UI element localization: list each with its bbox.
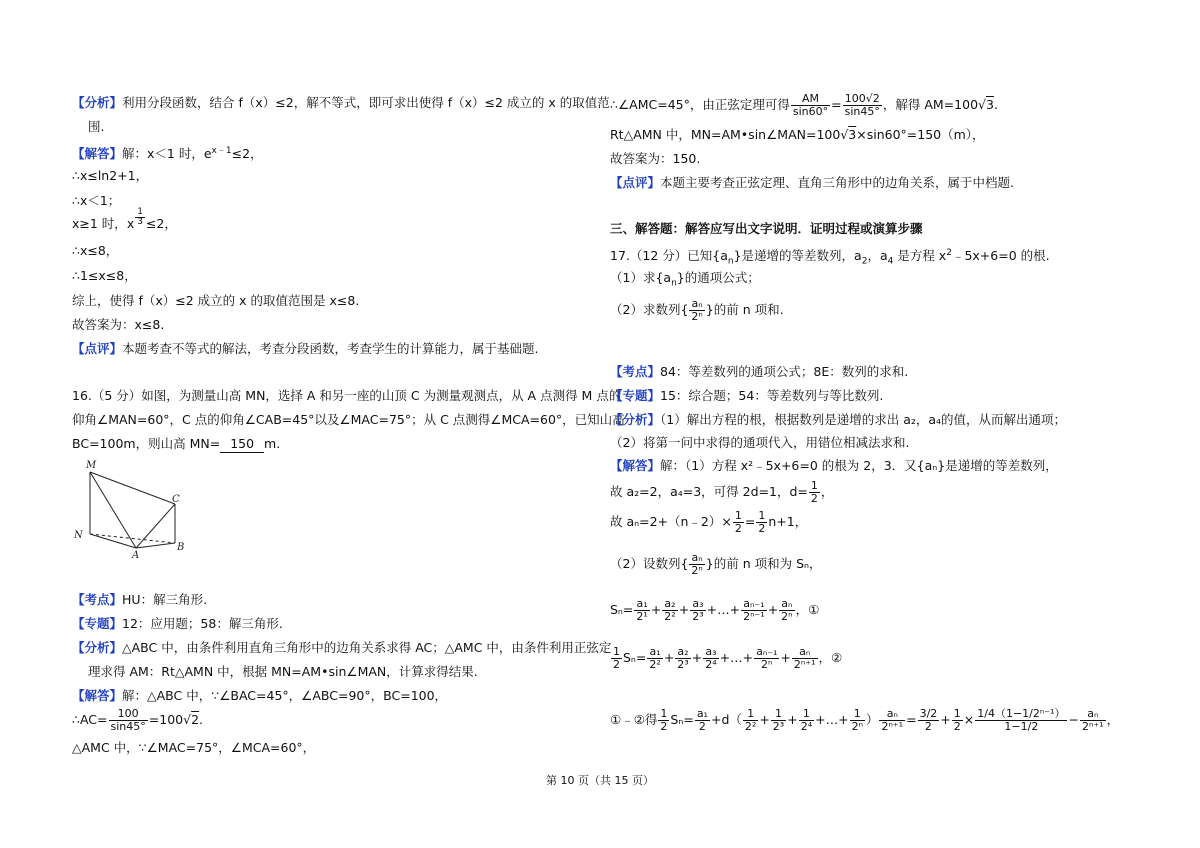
text-line: （1）求$\{a_n\}$的通项公式； bbox=[610, 270, 760, 289]
topic-line bbox=[72, 616, 283, 632]
text: HU：解三角形. bbox=[122, 592, 208, 607]
text: 故答案为：x≤8. bbox=[72, 317, 165, 332]
tag-analysis: 【分析】 bbox=[610, 412, 661, 427]
page-footer: 第 10 页（共 15 页） bbox=[546, 774, 654, 787]
solution-line: 【解答】解：（1）方程 x²﹣5x+6=0 的根为 2，3．又{aₙ}是递增的等差数列， bbox=[610, 458, 1058, 473]
text: ≤2， bbox=[145, 216, 177, 231]
text: m. bbox=[264, 436, 281, 451]
label-M: M bbox=[86, 460, 97, 471]
text-line: （2）求数列{ $\frac{\text{aₙ}}{\text{2ⁿ}}$ }的前 n 项和. bbox=[610, 297, 784, 323]
text: ∴AC= bbox=[72, 712, 108, 727]
tag-keypoint: 【考点】 bbox=[72, 592, 123, 607]
text: ≤2， bbox=[231, 146, 263, 162]
label-N: N bbox=[74, 530, 83, 541]
text: 围. bbox=[88, 119, 105, 134]
tag-comment: 【点评】 bbox=[610, 175, 661, 190]
solution-line bbox=[72, 143, 263, 162]
text-line bbox=[72, 193, 120, 209]
analysis-line bbox=[72, 95, 610, 111]
text: ∴x≤8， bbox=[72, 243, 119, 258]
analysis-line: 【分析】（1）解出方程的根，根据数列是递增的求出 a₂，a₄的值，从而解出通项； bbox=[610, 412, 1067, 427]
question-17-line: 17.（12 分）已知$\{a_n\}$是递增的等差数列，$a_2$，$a_4$ 是方程 $x^2﹣5x+6=0$ 的根. bbox=[610, 248, 1050, 267]
text: 利用分段函数，结合 f（x）≤2，解不等式，即可求出使得 f（x）≤2 成立的 x 的取值范 bbox=[122, 95, 610, 110]
text-line bbox=[72, 293, 359, 309]
fraction: $\frac{\text{aₙ}}{\text{2ⁿ}}$ bbox=[691, 297, 703, 323]
text-line: ∴∠AMC=45°，由正弦定理可得 $\frac{AM}{\sin 60^\circ}$ = $\frac{100√2}{\sin 45^\circ}$ ，解得 AM=100√3. bbox=[610, 92, 998, 118]
text: 解：x＜1 时，e bbox=[122, 146, 212, 162]
text-line bbox=[72, 119, 104, 135]
text-line bbox=[72, 412, 625, 428]
text: △ABC 中，由条件利用直角三角形中的边角关系求得 AC；△AMC 中，由条件利用正弦定 bbox=[122, 640, 612, 655]
tag-comment: 【点评】 bbox=[72, 341, 123, 356]
text: ∴x≤ln2+1， bbox=[72, 168, 149, 183]
text: BC=100m，则山高 MN= bbox=[72, 436, 221, 451]
text-line bbox=[72, 436, 280, 453]
fraction: $\frac{100}{\sin 45^\circ}$ bbox=[110, 707, 146, 733]
text: ∴x＜1； bbox=[72, 193, 121, 208]
text: 12：应用题；58：解三角形. bbox=[122, 616, 283, 631]
exponent: x﹣1 bbox=[211, 146, 232, 156]
question-16-line bbox=[72, 388, 621, 404]
text-line: （2）设数列{ $\frac{\text{aₙ}}{\text{2ⁿ}}$ }的前 n 项和为 Sₙ， bbox=[610, 551, 822, 577]
text-line bbox=[72, 168, 148, 184]
triangle-figure bbox=[72, 458, 202, 558]
text-line bbox=[72, 268, 137, 284]
fraction: $\frac{1}{2}$ bbox=[810, 479, 818, 505]
tag-analysis: 【分析】 bbox=[72, 95, 123, 110]
text: 16.（5 分）如图，为测量山高 MN，选择 A 和另一座的山顶 C 为测量观测点，从 A 点测得 M 点的 bbox=[72, 388, 622, 403]
tag-solution: 【解答】 bbox=[72, 688, 123, 703]
label-C: C bbox=[172, 494, 180, 505]
equation-3: ①﹣②得 $\frac{1}{2}$ Sₙ= $\frac{\text{a₁}}{2}$ +d（ $\frac{1}{\text{2²}}$ + $\frac{1}{\text{2³}}$ + $\frac{1}{\text{2⁴}}$ +…+ $\frac{1}{\text{2ⁿ}}$ ） $\frac{\text{aₙ}}{\text{2ⁿ⁺¹}}$ = $\frac{3/2}{2}$ + $\frac{1}{2}$ × $\frac{\text{1/4（1−1/2ⁿ⁻¹）}}{1-1/2}$ − $\frac{\text{aₙ}}{\text{2ⁿ⁺¹}}$ ， bbox=[610, 707, 1120, 733]
text: 仰角∠MAN=60°，C 点的仰角∠CAB=45°以及∠MAC=75°；从 C 点测得∠MCA=60°，已知山高 bbox=[72, 412, 625, 427]
equation-2: $\frac{1}{2}$ Sₙ= $\frac{\text{a₁}}{\text{2²}}$ + $\frac{\text{a₂}}{\text{2³}}$ + $\frac{\text{a₃}}{\text{2⁴}}$ +…+ $\frac{\text{aₙ₋₁}}{\text{2ⁿ}}$ + $\frac{\text{aₙ}}{\text{2ⁿ⁺¹}}$ ，② bbox=[613, 645, 843, 671]
text-line bbox=[72, 317, 164, 333]
text: 解：△ABC 中，∵∠BAC=45°，∠ABC=90°，BC=100， bbox=[122, 688, 448, 703]
radicand: 2 bbox=[191, 712, 200, 727]
text-line: Rt△AMN 中，MN=AM•sin∠MAN=100√3×sin60°=150（m）， bbox=[610, 127, 985, 142]
tag-topic: 【专题】 bbox=[72, 616, 123, 631]
tag-topic: 【专题】 bbox=[610, 388, 661, 403]
section-heading: 三、解答题：解答应写出文字说明．证明过程或演算步骤 bbox=[610, 221, 923, 236]
text-line bbox=[72, 207, 177, 232]
text: . bbox=[199, 712, 204, 727]
text-line bbox=[72, 740, 315, 756]
text-line: 故 aₙ=2+（n﹣2）× $\frac{1}{2}$ = $\frac{1}{2}$ n+1， bbox=[610, 509, 808, 535]
fraction: $\frac{100√2}{\sin 45^\circ}$ bbox=[844, 92, 880, 118]
solution-line bbox=[72, 688, 447, 704]
exponent-fraction: $\frac{1}{3}$ bbox=[137, 207, 143, 227]
tag-solution: 【解答】 bbox=[610, 458, 661, 473]
text-line: 故 a₂=2，a₄=3，可得 2d=1，d= $\frac{1}{2}$ ， bbox=[610, 479, 834, 505]
answer-blank: 150 bbox=[220, 436, 264, 453]
keypoint-line: 【考点】84：等差数列的通项公式；8E：数列的求和. bbox=[610, 364, 909, 379]
equation-1: Sₙ= $\frac{\text{a₁}}{\text{2¹}}$ + $\frac{\text{a₂}}{\text{2²}}$ + $\frac{\text{a₃}}{\text{2³}}$ +…+ $\frac{\text{aₙ₋₁}}{\text{2ⁿ⁻¹}}$ + $\frac{\text{aₙ}}{\text{2ⁿ}}$ ，① bbox=[610, 597, 820, 623]
tag-solution: 【解答】 bbox=[72, 146, 123, 162]
tag-analysis: 【分析】 bbox=[72, 640, 123, 655]
text: △AMC 中，∵∠MAC=75°，∠MCA=60°， bbox=[72, 740, 316, 755]
analysis-line bbox=[72, 640, 611, 656]
text: 综上，使得 f（x）≤2 成立的 x 的取值范围是 x≤8. bbox=[72, 293, 360, 308]
text-line bbox=[72, 243, 118, 259]
base: x bbox=[126, 216, 135, 231]
keypoint-line bbox=[72, 592, 207, 608]
text: =100 bbox=[148, 712, 184, 727]
text-line: （2）将第一问中求得的通项代入，用错位相减法求和. bbox=[610, 435, 910, 450]
comment-line bbox=[72, 341, 539, 357]
text: ∴1≤x≤8， bbox=[72, 268, 137, 283]
fraction: $\frac{AM}{\sin 60^\circ}$ bbox=[792, 92, 829, 118]
text: x≥1 时， bbox=[72, 216, 127, 231]
topic-line: 【专题】15：综合题；54：等差数列与等比数列. bbox=[610, 388, 884, 403]
text: 理求得 AM：Rt△AMN 中，根据 MN=AM•sin∠MAN，计算求得结果. bbox=[88, 664, 478, 679]
text: 本题考查不等式的解法，考查分段函数，考查学生的计算能力，属于基础题. bbox=[122, 341, 539, 356]
text-line bbox=[72, 664, 478, 680]
label-B: B bbox=[177, 542, 185, 553]
tag-keypoint: 【考点】 bbox=[610, 364, 661, 379]
comment-line: 【点评】本题主要考查正弦定理、直角三角形中的边角关系，属于中档题. bbox=[610, 175, 1014, 190]
text-line: 故答案为：150. bbox=[610, 151, 701, 166]
label-A: A bbox=[132, 550, 140, 558]
text-line: ∴AC= $\frac{100}{\sin 45^\circ}$ =100√2. bbox=[72, 707, 204, 733]
